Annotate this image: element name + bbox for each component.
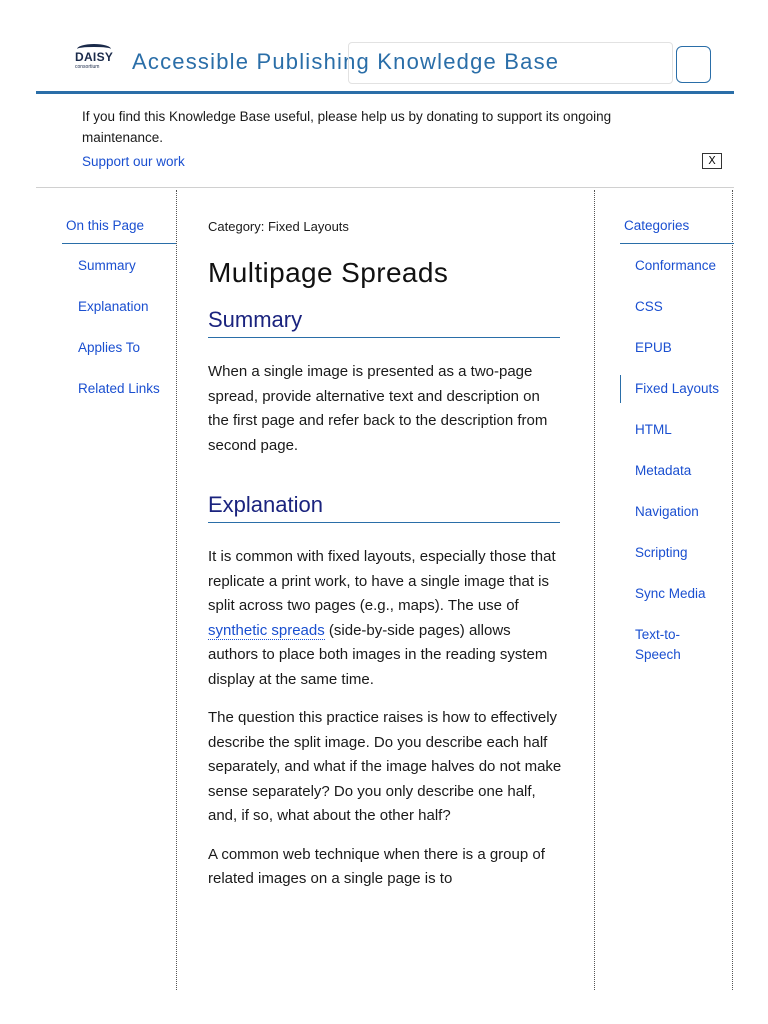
summary-text: When a single image is presented as a two-page spread, provide alternative text and description on the first page and refer back to the description from second page.: [208, 363, 548, 454]
category-metadata[interactable]: Metadata: [635, 463, 692, 478]
category-css[interactable]: CSS: [635, 299, 663, 314]
nav-link-related-links[interactable]: Related Links: [78, 381, 160, 396]
search-button[interactable]: [676, 46, 711, 83]
donation-banner: [36, 96, 734, 188]
banner-message: If you find this Knowledge Base useful, please help us by donating to support its ongoing maintenance.: [82, 109, 612, 145]
category-navigation[interactable]: Navigation: [635, 504, 699, 519]
category-conformance[interactable]: Conformance: [635, 258, 717, 273]
explanation-heading: Explanation: [208, 492, 560, 523]
site-header: [36, 36, 734, 94]
category-text-to-speech[interactable]: Text-to-Speech: [635, 627, 681, 662]
page-title: Multipage Spreads: [208, 257, 449, 288]
category-html[interactable]: HTML: [635, 422, 672, 437]
explanation-paragraph-1: [208, 545, 562, 692]
synthetic-spreads-link[interactable]: synthetic spreads: [208, 621, 325, 639]
category-epub[interactable]: EPUB: [635, 340, 672, 355]
categories-heading[interactable]: Categories: [620, 214, 734, 244]
explanation-text-after: (side-by-side pages) allows authors to place both images in the reading system display at the same time.: [208, 621, 548, 688]
logo-text: DAISY: [75, 50, 114, 64]
categories-nav: [620, 214, 734, 665]
site-title[interactable]: Accessible Publishing Knowledge Base: [132, 49, 560, 74]
explanation-text-before: It is common with fixed layouts, especially those that replicate a print work, to have a single image that is split across two pages (e.g., maps). The use of: [208, 548, 556, 614]
left-column-divider: [176, 190, 177, 990]
section-spacer: [208, 472, 562, 492]
category-label: Category: Fixed Layouts: [208, 219, 349, 234]
nav-link-summary[interactable]: Summary: [78, 258, 136, 273]
category-fixed-layouts[interactable]: Fixed Layouts: [620, 368, 734, 409]
explanation-paragraph-3: A common web technique when there is a group of related images on a single page is to: [208, 845, 545, 887]
on-this-page-heading[interactable]: On this Page: [62, 214, 176, 244]
search-input[interactable]: [348, 42, 673, 84]
nav-link-explanation[interactable]: Explanation: [78, 299, 149, 314]
daisy-logo[interactable]: [74, 50, 114, 76]
right-column-divider: [594, 190, 595, 990]
main-content: [208, 214, 562, 906]
summary-heading: Summary: [208, 307, 560, 338]
nav-link-applies-to[interactable]: Applies To: [78, 340, 141, 355]
category-scripting[interactable]: Scripting: [635, 545, 688, 560]
on-this-page-nav: [62, 214, 176, 409]
explanation-paragraph-2: The question this practice raises is how to effectively describe the split image. Do you describe each half separately, and what if the image halves do not make sense separately? Do you only describe one half, and, if so, what about the other half?: [208, 709, 562, 824]
support-link[interactable]: Support our work: [82, 154, 185, 169]
banner-close-button[interactable]: X: [702, 153, 722, 169]
category-sync-media[interactable]: Sync Media: [635, 586, 706, 601]
logo-subtext: consortium: [75, 64, 100, 70]
